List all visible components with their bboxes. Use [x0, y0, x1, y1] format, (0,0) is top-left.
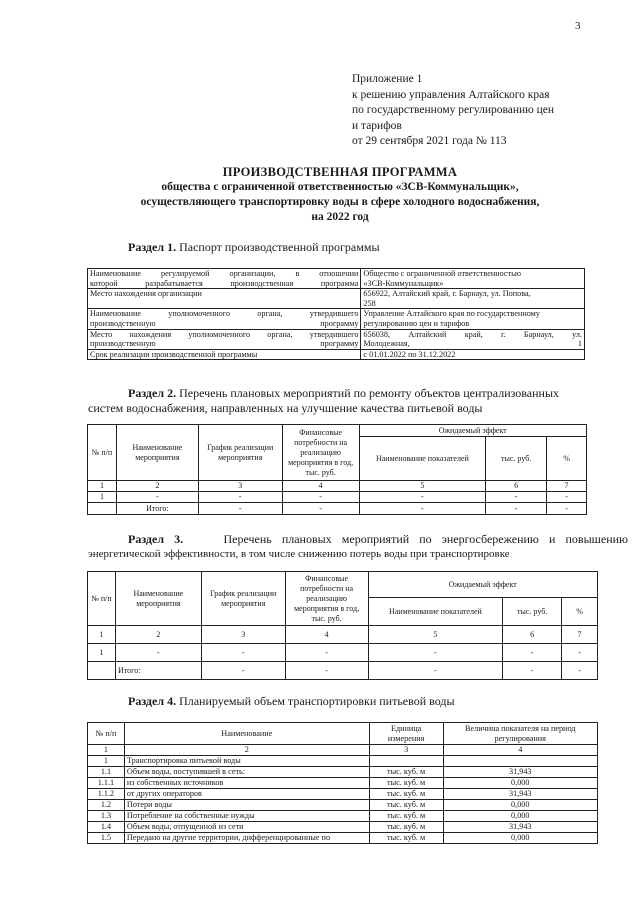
col-header-unit: Единица измерения: [369, 723, 443, 745]
section3-title: Перечень плановых мероприятий по энергосбережению и повышению: [223, 532, 628, 546]
section2-label: Раздел 2.: [128, 386, 177, 400]
table-cell: -: [201, 662, 285, 680]
row-value: 0,000: [443, 800, 597, 811]
table-row: [88, 833, 598, 844]
row-value: 0,000: [443, 811, 597, 822]
appendix-line: от 29 сентября 2021 года № 113: [352, 135, 507, 147]
section3-heading: [88, 532, 628, 562]
title-line: ПРОИЗВОДСТВЕННАЯ ПРОГРАММА: [222, 165, 458, 179]
row-value: [443, 756, 597, 767]
table-cell: -: [547, 492, 587, 503]
energy-measures-table: [87, 571, 598, 680]
section3-title-cont: энергетической эффективности, в том числе снижению потерь воды при транспортировке: [88, 548, 510, 560]
table-cell: -: [368, 644, 503, 662]
subtitle-line: на 2022 год: [311, 211, 369, 223]
table-cell: 1: [88, 745, 125, 756]
table-row: [88, 811, 598, 822]
table-cell: 6: [486, 481, 547, 492]
table-cell: 2: [124, 745, 369, 756]
table-row: [88, 745, 598, 756]
table-cell: 4: [285, 626, 368, 644]
row-value: 0,000: [443, 778, 597, 789]
table-cell: Место нахождения уполномоченного органа, утвердившего производственную программу: [88, 329, 361, 349]
transport-volume-table: [87, 722, 598, 844]
table-cell: 3: [369, 745, 443, 756]
table-cell: 6: [503, 626, 562, 644]
table-cell: [88, 503, 117, 515]
table-cell: 4: [443, 745, 597, 756]
table-cell: Наименование уполномоченного органа, утвердившего производственную программу: [88, 309, 361, 329]
table-row: [88, 789, 598, 800]
table-cell: Управление Алтайского края по государственному регулированию цен и тарифов: [361, 309, 585, 329]
col-header-name: Наименование мероприятия: [115, 572, 201, 626]
document-title: [60, 164, 620, 225]
section2-title-cont: систем водоснабжения, направленных на улучшение качества питьевой воды: [88, 401, 483, 415]
table-cell: 656038, Алтайский край, г. Барнаул, ул. Молодежная, 1: [361, 329, 585, 349]
col-header-pct: %: [562, 598, 598, 626]
col-header-indicator: Наименование показателей: [368, 598, 503, 626]
table-cell: -: [562, 662, 598, 680]
table-cell: 3: [198, 481, 282, 492]
row-name: Передано на другие территории, дифференцированные по: [124, 833, 369, 844]
row-unit: тыс. куб. м: [369, 778, 443, 789]
table-cell: 2: [115, 626, 201, 644]
row-name: Потребление на собственные нужды: [124, 811, 369, 822]
section4-heading: [128, 694, 455, 709]
table-cell: -: [282, 492, 359, 503]
col-header-rub: тыс. руб.: [503, 598, 562, 626]
table-cell: Общество с ограниченной ответственностью «ЗСВ-Коммунальщик»: [361, 269, 585, 289]
total-label: Итого:: [115, 662, 201, 680]
row-name: Транспортировка питьевой воды: [124, 756, 369, 767]
row-num: 1.3: [88, 811, 125, 822]
col-header-num: № п/п: [88, 723, 125, 745]
table-row: [88, 662, 598, 680]
section1-title: Паспорт производственной программы: [179, 240, 380, 254]
row-value: 31,943: [443, 822, 597, 833]
section4-label: Раздел 4.: [128, 694, 177, 708]
table-cell: Срок реализации производственной программы: [88, 349, 361, 360]
table-cell: -: [486, 503, 547, 515]
table-cell: с 01.01.2022 по 31.12.2022: [361, 349, 585, 360]
col-header-num: № п/п: [88, 572, 116, 626]
table-cell: Место нахождения организации: [88, 289, 361, 309]
repair-measures-table: [87, 424, 587, 515]
table-cell: 2: [116, 481, 198, 492]
row-num: 1.4: [88, 822, 125, 833]
appendix-line: Приложение 1: [352, 73, 423, 85]
table-row: [88, 481, 587, 492]
table-row: [88, 309, 585, 329]
table-cell: -: [359, 503, 486, 515]
table-row: [88, 800, 598, 811]
row-num: 1: [88, 756, 125, 767]
table-cell: Наименование регулируемой организации, в отношении которой разрабатывается производственная программа: [88, 269, 361, 289]
appendix-line: и тарифов: [352, 119, 402, 132]
col-header-value: Величина показателя на период регулирования: [443, 723, 597, 745]
section3-label: Раздел 3.: [128, 532, 184, 546]
subtitle-line: общества с ограниченной ответственностью «ЗСВ-Коммунальщик»,: [161, 181, 519, 193]
table-row: [88, 626, 598, 644]
table-cell: -: [486, 492, 547, 503]
row-unit: тыс. куб. м: [369, 822, 443, 833]
row-unit: тыс. куб. м: [369, 833, 443, 844]
col-header-finance: Финансовые потребности на реализацию мероприятия в год, тыс. руб.: [282, 425, 359, 481]
table-cell: 7: [547, 481, 587, 492]
table-row: [88, 756, 598, 767]
row-name: из собственных источников: [124, 778, 369, 789]
table-cell: 1: [88, 644, 116, 662]
table-row: [88, 644, 598, 662]
appendix-header: [352, 72, 622, 150]
table-cell: 4: [282, 481, 359, 492]
col-header-pct: %: [547, 437, 587, 481]
table-cell: 1: [88, 626, 116, 644]
subtitle-line: осуществляющего транспортировку воды в сфере холодного водоснабжения,: [140, 196, 540, 208]
col-header-effect: Ожидаемый эффект: [368, 572, 597, 598]
col-header-schedule: График реализации мероприятия: [198, 425, 282, 481]
row-num: 1.1.1: [88, 778, 125, 789]
row-unit: тыс. куб. м: [369, 811, 443, 822]
row-num: 1.1.2: [88, 789, 125, 800]
table-cell: 656922, Алтайский край, г. Барнаул, ул. Попова, 258: [361, 289, 585, 309]
table-cell: -: [115, 644, 201, 662]
table-cell: -: [285, 644, 368, 662]
row-unit: тыс. куб. м: [369, 800, 443, 811]
row-value: 0,000: [443, 833, 597, 844]
table-cell: 5: [359, 481, 486, 492]
col-header-indicator: Наименование показателей: [359, 437, 486, 481]
col-header-num: № п/п: [88, 425, 117, 481]
table-cell: -: [503, 662, 562, 680]
row-name: от других операторов: [124, 789, 369, 800]
table-cell: 1: [88, 481, 117, 492]
table-cell: -: [198, 503, 282, 515]
table-row: [88, 329, 585, 349]
row-unit: [369, 756, 443, 767]
table-cell: 7: [562, 626, 598, 644]
section4-title: Планируемый объем транспортировки питьевой воды: [179, 694, 455, 708]
table-row: [88, 289, 585, 309]
row-num: 1.5: [88, 833, 125, 844]
row-num: 1.1: [88, 767, 125, 778]
row-value: 31,943: [443, 789, 597, 800]
col-header-finance: Финансовые потребности на реализацию мероприятия в год, тыс. руб.: [285, 572, 368, 626]
table-row: [88, 269, 585, 289]
table-row: [88, 767, 598, 778]
col-header-name: Наименование: [124, 723, 369, 745]
appendix-line: к решению управления Алтайского края: [352, 88, 550, 101]
section1-label: Раздел 1.: [128, 240, 177, 254]
table-cell: -: [282, 503, 359, 515]
table-cell: 1: [88, 492, 117, 503]
section1-heading: [128, 240, 380, 255]
table-cell: -: [285, 662, 368, 680]
table-row: [88, 503, 587, 515]
table-row: [88, 822, 598, 833]
row-value: 31,943: [443, 767, 597, 778]
row-name: Объем воды, поступившей в сеть:: [124, 767, 369, 778]
table-cell: -: [503, 644, 562, 662]
table-cell: -: [562, 644, 598, 662]
table-cell: -: [368, 662, 503, 680]
page-number: 3: [575, 20, 581, 32]
table-cell: -: [359, 492, 486, 503]
row-unit: тыс. куб. м: [369, 789, 443, 800]
section2-heading: [88, 386, 628, 416]
row-unit: тыс. куб. м: [369, 767, 443, 778]
table-cell: -: [198, 492, 282, 503]
section2-title: Перечень плановых мероприятий по ремонту объектов централизованных: [179, 386, 560, 400]
table-cell: -: [201, 644, 285, 662]
col-header-effect: Ожидаемый эффект: [359, 425, 586, 437]
passport-table: [87, 268, 585, 360]
table-cell: 5: [368, 626, 503, 644]
table-cell: -: [547, 503, 587, 515]
table-row: [88, 349, 585, 360]
table-row: [88, 492, 587, 503]
row-name: Потери воды: [124, 800, 369, 811]
col-header-schedule: График реализации мероприятия: [201, 572, 285, 626]
col-header-rub: тыс. руб.: [486, 437, 547, 481]
table-cell: -: [116, 492, 198, 503]
col-header-name: Наименование мероприятия: [116, 425, 198, 481]
appendix-line: по государственному регулированию цен: [352, 104, 555, 116]
table-row: [88, 778, 598, 789]
row-num: 1.2: [88, 800, 125, 811]
table-cell: 3: [201, 626, 285, 644]
total-label: Итого:: [116, 503, 198, 515]
row-name: Объем воды, отпущенной из сети: [124, 822, 369, 833]
table-cell: [88, 662, 116, 680]
